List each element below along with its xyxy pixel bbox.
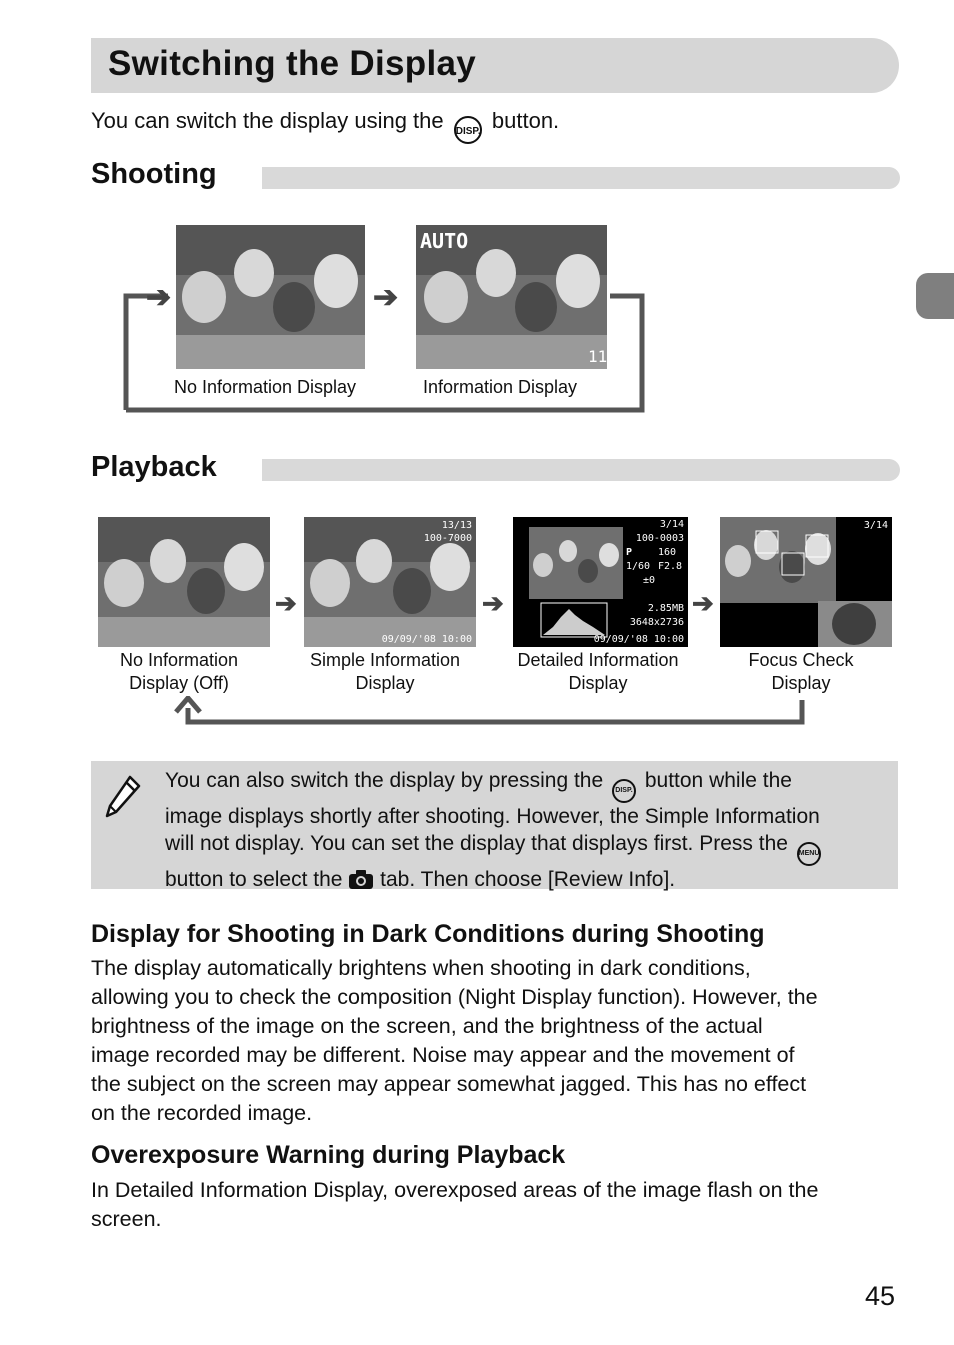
caption-playback-detailed-l1: Detailed Information (517, 650, 679, 670)
note-text (165, 767, 885, 893)
note-line-3-before: will not display. You can set the display that displays first. Press the (165, 832, 788, 855)
playback-photo-simple (304, 517, 476, 647)
detailed-aperture: F2.8 (658, 561, 683, 572)
note-line-4-before: button to select the (165, 868, 343, 891)
dark-line: The display automatically brightens when shooting in dark conditions, (91, 956, 751, 980)
note-line-2: image displays shortly after shooting. However, the Simple Information (165, 805, 820, 828)
shooting-photo-no-info (176, 225, 365, 369)
shooting-heading: Shooting (91, 158, 217, 190)
note-line-1 (165, 767, 885, 803)
overexposure-paragraph (91, 1176, 899, 1234)
caption-playback-off (94, 649, 264, 695)
camera-tab-icon (348, 869, 374, 889)
simple-date: 09/09/'08 10:00 (381, 634, 472, 645)
overexposure-line: In Detailed Information Display, overexposed areas of the image flash on the (91, 1178, 819, 1202)
caption-playback-focus-l2: Display (771, 673, 831, 693)
intro-text (91, 108, 559, 144)
caption-playback-simple (290, 649, 480, 695)
dark-line: allowing you to check the composition (Night Display function). However, the (91, 985, 818, 1009)
page-title: Switching the Display (108, 44, 477, 83)
caption-playback-detailed-l2: Display (568, 673, 628, 693)
pencil-icon (104, 774, 142, 820)
caption-playback-simple-l1: Simple Information (309, 650, 461, 670)
dark-paragraph (91, 954, 899, 1128)
caption-no-info-display: No Information Display (173, 377, 357, 397)
disp-button-icon: DISP. (454, 116, 482, 144)
playback-arrow-1-icon: ➔ (275, 588, 297, 618)
hud-auto-mode: AUTO (420, 229, 469, 253)
note-line-1-after: button while the (644, 769, 792, 792)
note-line-3 (165, 830, 885, 866)
dark-line: the subject on the screen may appear somewhat jagged. This has no effect (91, 1072, 807, 1096)
note-line-4-after: tab. Then choose [Review Info]. (380, 868, 676, 891)
page-number: 45 (865, 1281, 896, 1311)
menu-button-icon: MENU (797, 842, 821, 866)
hud-shots-remaining: 11 (588, 347, 607, 366)
playback-arrow-3-icon: ➔ (692, 588, 714, 618)
playback-heading-bar (262, 459, 900, 481)
intro-before: You can switch the display using the (91, 108, 444, 133)
note-line-1-before: You can also switch the display by pressing the (165, 769, 604, 792)
caption-playback-focus (720, 649, 882, 695)
detailed-exposure: ±0 (643, 575, 656, 586)
simple-counter: 13/13 (441, 520, 472, 531)
playback-photo-detailed (513, 517, 688, 647)
caption-playback-focus-l1: Focus Check (748, 650, 854, 670)
shooting-arrow-mid-icon: ➔ (373, 281, 399, 314)
caption-playback-off-l1: No Information (119, 650, 239, 670)
simple-folder: 100-7000 (423, 533, 472, 544)
detailed-mode: P (626, 547, 633, 558)
playback-loop-diagram (172, 696, 812, 732)
focus-check-screen (720, 517, 892, 647)
children-photo-1 (176, 225, 365, 369)
dark-heading: Display for Shooting in Dark Conditions during Shooting (91, 920, 765, 948)
detailed-shutter: 1/60 (626, 561, 651, 572)
detailed-folder: 100-0003 (635, 533, 684, 544)
dark-line: on the recorded image. (91, 1101, 313, 1125)
overexposure-heading: Overexposure Warning during Playback (91, 1141, 566, 1169)
shooting-heading-bar (262, 167, 900, 189)
caption-playback-detailed (500, 649, 696, 695)
detailed-resolution: 3648x2736 (629, 617, 684, 628)
caption-info-display: Information Display (422, 377, 578, 397)
dark-line: brightness of the image on the screen, and the brightness of the actual (91, 1014, 763, 1038)
children-photo-3 (98, 517, 270, 647)
shooting-photo-info (416, 225, 607, 369)
caption-playback-simple-l2: Display (355, 673, 415, 693)
detailed-filesize: 2.85MB (647, 603, 684, 614)
playback-arrow-2-icon: ➔ (482, 588, 504, 618)
playback-photo-off (98, 517, 270, 647)
focus-counter: 3/14 (863, 520, 888, 531)
playback-photo-focus (720, 517, 892, 647)
detailed-counter: 3/14 (659, 519, 684, 530)
intro-after: button. (491, 108, 560, 133)
detailed-date: 09/09/'08 10:00 (593, 634, 684, 645)
caption-playback-off-l2: Display (Off) (129, 673, 229, 693)
dark-line: image recorded may be different. Noise may appear and the movement of (91, 1043, 795, 1067)
playback-heading: Playback (91, 451, 217, 483)
overexposure-line: screen. (91, 1207, 162, 1231)
detailed-iso: 160 (658, 547, 677, 558)
disp-button-icon-note: DISP. (612, 779, 636, 803)
shooting-arrow-in-icon: ➔ (146, 281, 172, 314)
chapter-tab-marker (916, 273, 954, 319)
note-line-4 (165, 866, 885, 893)
